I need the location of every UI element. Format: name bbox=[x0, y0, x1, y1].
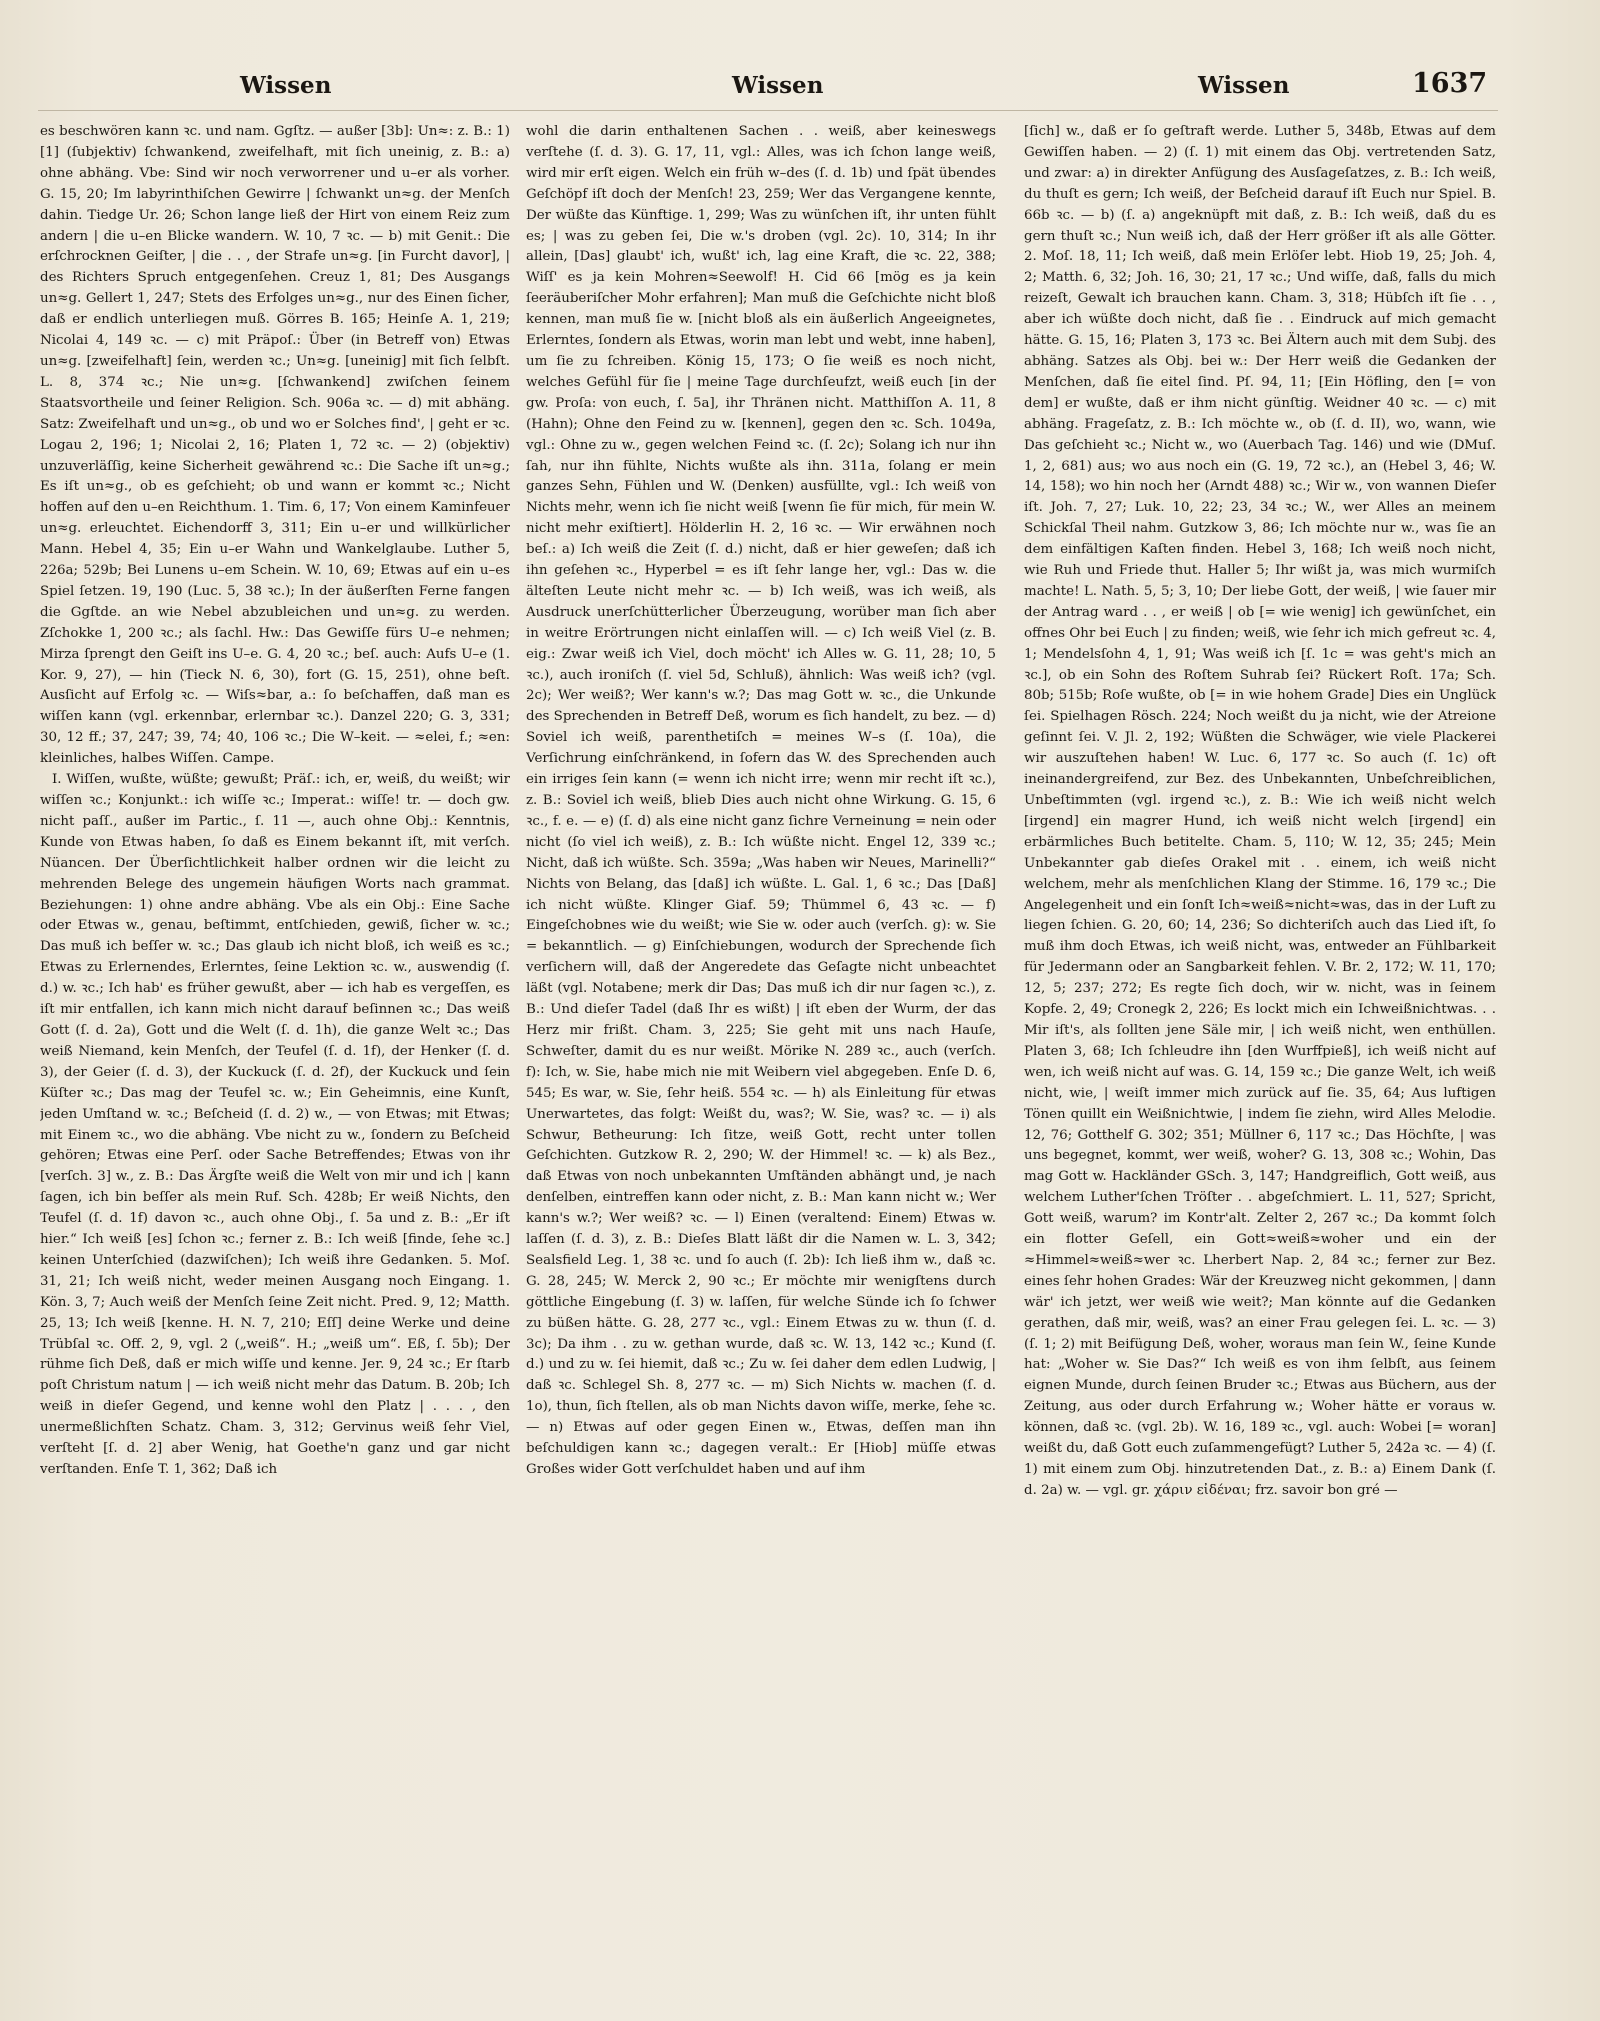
column-2-paragraph-1: wohl die darin enthaltenen Sachen . . weiß, aber keineswegs verſtehe (ſ. d. 3). G. 17, 11, vgl.: Alles, was ich ſchon lange weiß, wird mir erſt eigen. Welch ein früh w–des (ſ. d. 1b) und ſpät übendes Geſchöpf iſt doch der Menſch! 23, 259; Wer das Vergangene kennte, Der wüßte das Künftige. 1, 299; Was zu wünſchen iſt, ihr unten fühlt es; | was zu geben ſei, Die w.'s droben (vgl. 2c). 10, 314; In ihr allein, [Das] glaubt' ich, wußt' ich, lag eine Kraft, die ꝛc. 22, 388; Wiſſ' es ja kein Mohren≈Seewolf! H. Cid 66 [mög es ja kein ſeeräuberiſcher Mohr erfahren]; Man muß die Geſchichte nicht bloß kennen, man muß ſie w. [nicht bloß als ein äußerlich Angeeignetes, Erlerntes, ſondern als Etwas, worin man lebt und webt, inne haben], um ſie zu ſchreiben. König 15, 173; O ſie weiß es noch nicht, welches Gefühl für ſie | meine Tage durchſeufzt, weiß euch [in der gw. Proſa: von euch, ſ. 5a], ihr Thränen nicht. Matthiſſon A. 11, 8 (Hahn); Ohne den Feind zu w. [kennen], gegen den ꝛc. Sch. 1049a, vgl.: Ohne zu w., gegen welchen Feind ꝛc. (ſ. 2c); Solang ich nur ihn ſah, nur ihn fühlte, Nichts wußte als ihn. 311a, ſolang er mein ganzes Sehn, Fühlen und W. (Denken) ausfüllte, vgl.: Ich weiß von Nichts mehr, wenn ich ſie nicht weiß [wenn ſie für mich, für mein W. nicht mehr exiſtiert]. Hölderlin H. 2, 16 ꝛc. — Wir erwähnen noch beſ.: a) Ich weiß die Zeit (ſ. d.) nicht, daß er hier geweſen; daß ich ihn geſehen ꝛc., Hyperbel = es iſt ſehr lange her, vgl.: Das w. die älteſten Leute nicht mehr ꝛc. — b) Ich weiß, was ich weiß, als Ausdruck unerſchütterlicher Überzeugung, worüber man ſich aber in weitre Erörtrungen nicht einlaſſen will. — c) Ich weiß Viel (z. B. eig.: Zwar weiß ich Viel, doch möcht' ich Alles w. G. 11, 28; 10, 5 ꝛc.), auch ironiſch (ſ. viel 5d, Schluß), ähnlich: Was weiß ich? (vgl. 2c); Wer weiß?; Wer kann's w.?; Das mag Gott w. ꝛc., die Unkunde des Sprechenden in Betreff Deß, worum es ſich handelt, zu bez. — d) Soviel ich weiß, parenthetiſch = meines W–s (ſ. 10a), die Verſichrung einſchränkend, in ſofern das W. des Sprechenden auch ein irriges ſein kann (= wenn ich nicht irre; wenn mir recht iſt ꝛc.), z. B.: Soviel ich weiß, blieb Dies auch nicht ohne Wirkung. G. 15, 6 ꝛc., f. e. — e) (ſ. d) als eine nicht ganz ſichre Verneinung = nein oder nicht (ſo viel ich weiß), z. B.: Ich wüßte nicht. Engel 12, 339 ꝛc.; Nicht, daß ich wüßte. Sch. 359a; „Was haben wir Neues, Marinelli?“ Nichts von Belang, das [daß] ich wüßte. L. Gal. 1, 6 ꝛc.; Das [Daß] ich nicht wüßte. Klinger Giaf. 59; Thümmel 6, 43 ꝛc. — f) Eingeſchobnes wie du weißt; wie Sie w. oder auch (verſch. g): w. Sie = bekanntlich. — g) Einſchiebungen, wodurch der Sprechende ſich verſichern will, daß der Angeredete das Geſagte nicht unbeachtet läßt (vgl. Notabene; merk dir Das; Das muß ich dir nur ſagen ꝛc.), z. B.: Und dieſer Tadel (daß Ihr es wißt) | iſt eben der Wurm, der das Herz mir frißt. Cham. 3, 225; Sie geht mit uns nach Hauſe, Schweſter, damit du es nur weißt. Mörike N. 289 ꝛc., auch (verſch. f): Ich, w. Sie, habe mich nie mit Weibern viel abgegeben. Enſe D. 6, 545; Es war, w. Sie, ſehr heiß. 554 ꝛc. — h) als Einleitung für etwas Unerwartetes, das folgt: Weißt du, was?; W. Sie, was? ꝛc. — i) als Schwur, Betheurung: Ich ſitze, weiß Gott, recht unter tollen Geſchichten. Gutzkow R. 2, 290; W. der Himmel! ꝛc. — k) als Bez., daß Etwas von noch unbekannten Umſtänden abhängt und, je nach denſelben, eintreffen kann oder nicht, z. B.: Man kann nicht w.; Wer kann's w.?; Wer weiß? ꝛc. — l) Einen (veraltend: Einem) Etwas w. laſſen (ſ. d. 3), z. B.: Dieſes Blatt läßt dir die Namen w. L. 3, 342; Sealsfield Leg. 1, 38 ꝛc. und ſo auch (ſ. 2b): Ich ließ ihm w., daß ꝛc. G. 28, 245; W. Merck 2, 90 ꝛc.; Er möchte mir wenigſtens durch göttliche Eingebung (ſ. 3) w. laſſen, für welche Sünde ich ſo ſchwer zu büßen hätte. G. 28, 277 ꝛc., vgl.: Einem Etwas zu w. thun (ſ. d. 3c); Da ihm . . zu w. gethan wurde, daß ꝛc. W. 13, 142 ꝛc.; Kund (ſ. d.) und zu w. ſei hiemit, daß ꝛc.; Zu w. ſei daher dem edlen Ludwig, | daß ꝛc. Schlegel Sh. 8, 277 ꝛc. — m) Sich Nichts w. machen (ſ. d. 1o), thun, ſich ſtellen, als ob man Nichts davon wiſſe, merke, ſehe ꝛc. — n) Etwas auf oder gegen Einen w., Etwas, deſſen man ihn beſchuldigen kann ꝛc.; dagegen veralt.: Er [Hiob] müſſe etwas Großes wider Gott verſchuldet haben und auf ihm bbox=[526, 124, 996, 1477]
column-1-paragraph-1: es beschwören kann ꝛc. und nam. Ggſtz. — außer [3b]: Un≈: z. B.: 1) [1] (ſubjektiv) ſchwankend, zweifelhaft, mit ſich uneinig, z. B.: a) ohne abhäng. Vbe: Sind wir noch verworrener und u–er als vorher. G. 15, 20; Im labyrinthiſchen Gewirre | ſchwankt un≈g. der Menſch dahin. Tiedge Ur. 26; Schon lange ließ der Hirt von einem Reiz zum andern | die u–en Blicke wandern. W. 10, 7 ꝛc. — b) mit Genit.: Die erſchrocknen Geiſter, | die . . , der Strafe un≈g. [in Furcht davor], | des Richters Spruch entgegenſehen. Creuz 1, 81; Des Ausgangs un≈g. Gellert 1, 247; Stets des Erfolges un≈g., nur des Einen ſicher, daß er endlich unterliegen muß. Görres B. 165; Heinſe A. 1, 219; Nicolai 4, 149 ꝛc. — c) mit Präpoſ.: Über (in Betreff von) Etwas un≈g. [zweifelhaft] ſein, werden ꝛc.; Un≈g. [uneinig] mit ſich ſelbſt. L. 8, 374 ꝛc.; Nie un≈g. [ſchwankend] zwiſchen ſeinem Staatsvortheile und ſeiner Religion. Sch. 906a ꝛc. — d) mit abhäng. Satz: Zweifelhaft und un≈g., ob und wo er Solches find', | geht er ꝛc. Logau 2, 196; 1; Nicolai 2, 16; Platen 1, 72 ꝛc. — 2) (objektiv) unzuverläſſig, keine Sicherheit gewährend ꝛc.: Die Sache iſt un≈g.; Es iſt un≈g., ob es geſchieht; ob und wann er kommt ꝛc.; Nicht hoffen auf den u–en Reichthum. 1. Tim. 6, 17; Von einem Kaminfeuer un≈g. erleuchtet. Eichendorff 3, 311; Ein u–er und willkürlicher Mann. Hebel 4, 35; Ein u–er Wahn und Wankelglaube. Luther 5, 226a; 529b; Bei Lunens u–em Schein. W. 10, 69; Etwas auf ein u–es Spiel ſetzen. 19, 190 (Luc. 5, 38 ꝛc.); In der äußerſten Ferne fangen die Ggſtde. an wie Nebel abzubleichen und un≈g. zu werden. Zſchokke 1, 200 ꝛc.; als ſachl. Hw.: Das Gewiſſe fürs U–e nehmen; Mirza ſprengt den Geiſt ins U–e. G. 4, 20 ꝛc.; beſ. auch: Aufs U–e (1. Kor. 9, 27), — hin (Tieck N. 6, 30), fort (G. 15, 251), ohne beſt. Ausſicht auf Erfolg ꝛc. — Wiſs≈bar, a.: ſo beſchaffen, daß man es wiſſen kann (vgl. erkennbar, erlernbar ꝛc.). Danzel 220; G. 3, 331; 30, 12 ff.; 37, 247; 39, 74; 40, 106 ꝛc.; Die W–keit. — ≈elei, f.; ≈en: kleinliches, halbes Wiſſen. Campe. bbox=[40, 124, 510, 767]
text-column-2 bbox=[526, 122, 996, 1982]
running-header bbox=[0, 68, 1600, 102]
header-headword-right: Wissen bbox=[1198, 72, 1290, 99]
header-rule bbox=[38, 110, 1498, 111]
text-column-3 bbox=[1024, 122, 1496, 1982]
text-column-1 bbox=[40, 122, 510, 1982]
header-headword-center: Wissen bbox=[732, 72, 824, 99]
column-3-paragraph-1: [ſich] w., daß er ſo geſtraft werde. Luther 5, 348b, Etwas auf dem Gewiſſen haben. — 2) (ſ. 1) mit einem das Obj. vertretenden Satz, und zwar: a) in direkter Anfügung des Ausſageſatzes, z. B.: Ich weiß, du thuſt es gern; Ich weiß, der Beſcheid darauf iſt Euch nur Spiel. B. 66b ꝛc. — b) (ſ. a) angeknüpft mit daß, z. B.: Ich weiß, daß du es gern thuſt ꝛc.; Nun weiß ich, daß der Herr größer iſt als alle Götter. 2. Moſ. 18, 11; Ich weiß, daß mein Erlöſer lebt. Hiob 19, 25; Joh. 4, 2; Matth. 6, 32; Joh. 16, 30; 21, 17 ꝛc.; Und wiſſe, daß, falls du mich reizeſt, Gewalt ich brauchen kann. Cham. 3, 318; Hübſch iſt ſie . . , aber ich wüßte doch nicht, daß ſie . . Eindruck auf mich gemacht hätte. G. 15, 16; Platen 3, 173 ꝛc. Bei Ältern auch mit dem Subj. des abhäng. Satzes als Obj. bei w.: Der Herr weiß die Gedanken der Menſchen, daß ſie eitel ſind. Pſ. 94, 11; [Ein Höfling, den [= von dem] er wußte, daß er ihm nicht günſtig. Weidner 40 ꝛc. — c) mit abhäng. Frageſatz, z. B.: Ich möchte w., ob (ſ. d. II), wo, wann, wie Das geſchieht ꝛc.; Nicht w., wo (Auerbach Tag. 146) und wie (DMuſ. 1, 2, 681) aus; wo aus noch ein (G. 19, 72 ꝛc.), an (Hebel 3, 46; W. 14, 158); wo hin noch her (Arndt 488) ꝛc.; Wir w., von wannen Dieſer iſt. Joh. 7, 27; Luk. 10, 22; 23, 34 ꝛc.; W., wer Alles an meinem Schickſal Theil nahm. Gutzkow 3, 86; Ich möchte nur w., was ſie an dem einfältigen Kaſten finden. Hebel 3, 168; Ich weiß noch nicht, wie Ruh und Friede thut. Haller 5; Ihr wißt ja, was mich wurmiſch machte! L. Nath. 5, 5; 3, 10; Der liebe Gott, der weiß, | wie ſauer mir der Antrag ward . . , er weiß | ob [= wie wenig] ich gewünſchet, ein offnes Ohr bei Euch | zu finden; weiß, wie ſehr ich mich gefreut ꝛc. 4, 1; Mendelsſohn 4, 1, 91; Was weiß ich [ſ. 1c = was geht's mich an ꝛc.], ob ein Sohn des Roſtem Suhrab ſei? Rückert Roſt. 17a; Sch. 80b; 515b; Roſe wußte, ob [= in wie hohem Grade] Dies ein Unglück ſei. Spielhagen Rösch. 224; Noch weißt du ja nicht, wie der Atreione geſinnt ſei. V. Jl. 2, 192; Wüßten die Schwäger, wie viele Plackerei wir auszuſtehen haben! W. Luc. 6, 177 ꝛc. So auch (ſ. 1c) oft ineinandergreifend, zur Bez. des Unbekannten, Unbeſchreiblichen, Unbeſtimmten (vgl. irgend ꝛc.), z. B.: Wie ich weiß nicht welch [irgend] ein magrer Hund, ich weiß nicht welch [irgend] ein erbärmliches Buch betitelte. Cham. 5, 110; W. 12, 35; 245; Mein Unbekannter gab dieſes Orakel mit . . einem, ich weiß nicht welchem, mehr als menſchlichen Klang der Stimme. 16, 179 ꝛc.; Die Angelegenheit und ein ſonſt Ich≈weiß≈nicht≈was, das in der Luft zu liegen ſchien. G. 20, 60; 14, 236; So dichteriſch auch das Lied iſt, ſo muß ihm doch Etwas, ich weiß nicht, was, entweder an Fühlbarkeit für Jedermann oder an Sangbarkeit fehlen. V. Br. 2, 172; W. 11, 170; 12, 5; 237; 272; Es regte ſich doch, wir w. nicht, was in ſeinem Kopfe. 2, 49; Cronegk 2, 226; Es lockt mich ein Ichweißnichtwas. . . Mir iſt's, als ſollten jene Säle mir, | ich weiß nicht, wen enthüllen. Platen 3, 68; Ich ſchleudre ihn [den Wurffpieß], ich weiß nicht auf wen, ich weiß nicht auf was. G. 14, 159 ꝛc.; Die ganze Welt, ich weiß nicht, wie, | weiſt immer mich zurück auf ſie. 35, 64; Aus luftigen Tönen quillt ein Weißnichtwie, | indem ſie ziehn, wird Alles Melodie. 12, 76; Gotthelf G. 302; 351; Müllner 6, 117 ꝛc.; Das Höchſte, | was uns begegnet, kommt, wer weiß, woher? G. 13, 308 ꝛc.; Wohin, Das mag Gott w. Hackländer GSch. 3, 147; Handgreiflich, Gott weiß, aus welchem Luther'ſchen Tröſter . . abgeſchmiert. L. 11, 527; Spricht, Gott weiß, warum? im Kontr'alt. Zelter 2, 267 ꝛc.; Da kommt ſolch ein flotter Geſell, ein Gott≈weiß≈woher und ein der ≈Himmel≈weiß≈wer ꝛc. Lherbert Nap. 2, 84 ꝛc.; ferner zur Bez. eines ſehr hohen Grades: Wär der Kreuzweg nicht gekommen, | dann wär' ich jetzt, wer weiß wie weit?; Man könnte auf die Gedanken gerathen, daß mir, weiß, was? an einer Frau gelegen ſei. L. ꝛc. — 3) (ſ. 1; 2) mit Beifügung Deß, woher, woraus man ſein W., ſeine Kunde hat: „Woher w. Sie Das?“ Ich weiß es von ihm ſelbſt, aus ſeinem eignen Munde, durch ſeinen Bruder ꝛc.; Etwas aus Büchern, aus der Zeitung, aus oder durch Erfahrung w.; Woher hätte er voraus w. können, daß ꝛc. (vgl. 2b). W. 16, 189 ꝛc., vgl. auch: Wobei [= woran] weißt du, daß Gott euch zuſammengefügt? Luther 5, 242a ꝛc. — 4) (ſ. 1) mit einem zum Obj. hinzutretenden Dat., z. B.: a) Einem Dank (ſ. d. 2a) w. — vgl. gr. χάριν εἰδέναι; frz. savoir bon gré — bbox=[1024, 124, 1496, 1498]
header-headword-left: Wissen bbox=[240, 72, 332, 99]
column-1-paragraph-2: I. Wiſſen, wußte, wüßte; gewußt; Präſ.: ich, er, weiß, du weißt; wir wiſſen ꝛc.; Konjunkt.: ich wiſſe ꝛc.; Imperat.: wiſſe! tr. — doch gw. nicht paſſ., außer im Partic., ſ. 11 —, auch ohne Obj.: Kenntnis, Kunde von Etwas haben, ſo daß es Einem bekannt iſt, mit verſch. Nüancen. Der Überſichtlichkeit halber ordnen wir die leicht zu mehrenden Belege des ungemein häufigen Worts nach grammat. Beziehungen: 1) ohne andre abhäng. Vbe als ein Obj.: Eine Sache oder Etwas w., genau, beſtimmt, entſchieden, gewiß, ſicher w. ꝛc.; Das muß ich beſſer w. ꝛc.; Das glaub ich nicht bloß, ich weiß es ꝛc.; Etwas zu Erlernendes, Erlerntes, ſeine Lektion ꝛc. w., auswendig (ſ. d.) w. ꝛc.; Ich hab' es früher gewußt, aber — ich hab es vergeſſen, es iſt mir entfallen, ich kann mich nicht darauf beſinnen ꝛc.; Das weiß Gott (ſ. d. 2a), Gott und die Welt (ſ. d. 1h), die ganze Welt ꝛc.; Das weiß Niemand, kein Menſch, der Teufel (ſ. d. 1f), der Henker (ſ. d. 3), der Geier (ſ. d. 3), der Kuckuck (ſ. d. 2f), der Kuckuck und ſein Küſter ꝛc.; Das mag der Teufel ꝛc. w.; Ein Geheimnis, eine Kunſt, jeden Umſtand w. ꝛc.; Beſcheid (ſ. d. 2) w., — von Etwas; mit Etwas; mit Einem ꝛc., wo die abhäng. Vbe nicht zu w., ſondern zu Beſcheid gehören; Etwas eine Perſ. oder Sache Betreffendes; Etwas von ihr [verſch. 3] w., z. B.: Das Ärgſte weiß die Welt von mir und ich | kann ſagen, ich bin beſſer als mein Ruf. Sch. 428b; Er weiß Nichts, den Teufel (ſ. d. 1f) davon ꝛc., auch ohne Obj., ſ. 5a und z. B.: „Er iſt hier.“ Ich weiß [es] ſchon ꝛc.; ferner z. B.: Ich weiß [finde, ſehe ꝛc.] keinen Unterſchied (dazwiſchen); Ich weiß ihre Gedanken. 5. Moſ. 31, 21; Ich weiß nicht, weder meinen Ausgang noch Eingang. 1. Kön. 3, 7; Auch weiß der Menſch ſeine Zeit nicht. Pred. 9, 12; Matth. 25, 13; Ich weiß [kenne. H. N. 7, 210; Eſſ] deine Werke und deine Trübſal ꝛc. Off. 2, 9, vgl. 2 („weiß“. H.; „weiß um“. Eß, ſ. 5b); Der rühme ſich Deß, daß er mich wiſſe und kenne. Jer. 9, 24 ꝛc.; Er ſtarb poſt Christum natum | — ich weiß nicht mehr das Datum. B. 20b; Ich weiß in dieſer Gegend, und kenne wohl den Platz | . . . , den unermeßlichſten Schatz. Cham. 3, 312; Gervinus weiß ſehr Viel, verſteht [ſ. d. 2] aber Wenig, hat Goethe'n ganz und gar nicht verſtanden. Enſe T. 1, 362; Daß ich bbox=[40, 772, 510, 1477]
page-number: 1637 bbox=[1412, 68, 1488, 99]
